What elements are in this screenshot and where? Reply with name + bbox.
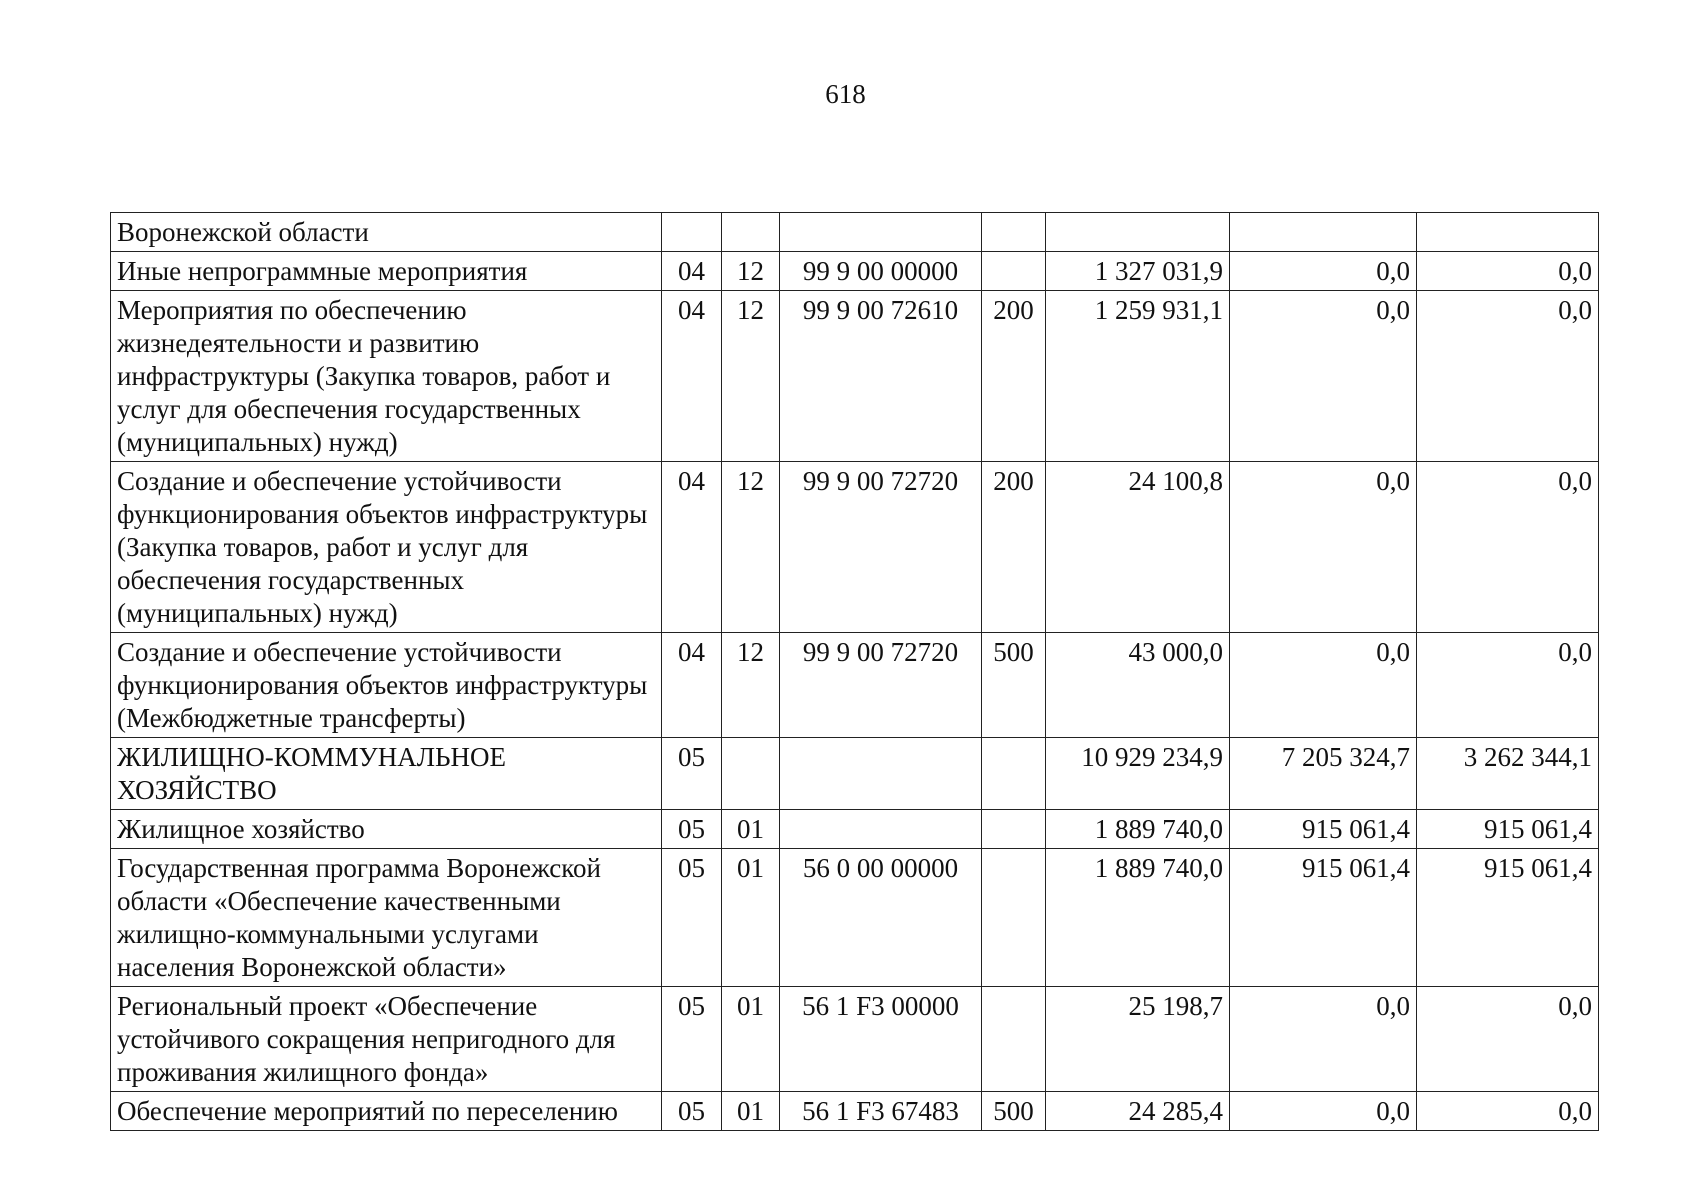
row-name: Создание и обеспечение устойчивости функционирования объектов инфраструктуры (Закупка товаров, работ и услуг для обеспечения государственных (муниципальных) нужд) bbox=[111, 462, 662, 633]
row-target-article: 99 9 00 72610 bbox=[780, 291, 982, 462]
row-amount-year1: 1 327 031,9 bbox=[1046, 252, 1230, 291]
row-expense-type bbox=[982, 987, 1046, 1092]
table-row bbox=[111, 849, 1599, 987]
table-row bbox=[111, 633, 1599, 738]
row-subsection bbox=[722, 213, 780, 252]
row-expense-type: 500 bbox=[982, 1092, 1046, 1131]
row-name: Региональный проект «Обеспечение устойчивого сокращения непригодного для проживания жилищного фонда» bbox=[111, 987, 662, 1092]
table-row bbox=[111, 987, 1599, 1092]
row-subsection: 01 bbox=[722, 987, 780, 1092]
row-target-article: 99 9 00 72720 bbox=[780, 633, 982, 738]
row-amount-year1: 25 198,7 bbox=[1046, 987, 1230, 1092]
row-amount-year2: 0,0 bbox=[1230, 462, 1417, 633]
table-row bbox=[111, 738, 1599, 810]
row-amount-year1: 1 889 740,0 bbox=[1046, 849, 1230, 987]
row-section: 04 bbox=[662, 633, 722, 738]
row-subsection: 01 bbox=[722, 810, 780, 849]
row-amount-year2: 0,0 bbox=[1230, 633, 1417, 738]
row-amount-year3: 0,0 bbox=[1417, 252, 1599, 291]
row-target-article: 99 9 00 00000 bbox=[780, 252, 982, 291]
table-row bbox=[111, 810, 1599, 849]
row-subsection: 12 bbox=[722, 633, 780, 738]
row-target-article bbox=[780, 738, 982, 810]
row-amount-year3: 0,0 bbox=[1417, 987, 1599, 1092]
table-row bbox=[111, 291, 1599, 462]
row-expense-type bbox=[982, 252, 1046, 291]
table-row bbox=[111, 213, 1599, 252]
row-name: Жилищное хозяйство bbox=[111, 810, 662, 849]
row-expense-type bbox=[982, 213, 1046, 252]
row-name: Создание и обеспечение устойчивости функционирования объектов инфраструктуры (Межбюджетные трансферты) bbox=[111, 633, 662, 738]
page-number: 618 bbox=[825, 79, 866, 109]
row-expense-type bbox=[982, 849, 1046, 987]
row-subsection: 01 bbox=[722, 849, 780, 987]
row-target-article: 56 1 F3 00000 bbox=[780, 987, 982, 1092]
row-section: 05 bbox=[662, 738, 722, 810]
row-target-article: 99 9 00 72720 bbox=[780, 462, 982, 633]
row-section: 05 bbox=[662, 987, 722, 1092]
row-subsection: 01 bbox=[722, 1092, 780, 1131]
row-name: Иные непрограммные мероприятия bbox=[111, 252, 662, 291]
row-target-article: 56 1 F3 67483 bbox=[780, 1092, 982, 1131]
row-name: Мероприятия по обеспечению жизнедеятельности и развитию инфраструктуры (Закупка товаров, работ и услуг для обеспечения государственных (муниципальных) нужд) bbox=[111, 291, 662, 462]
row-amount-year3: 0,0 bbox=[1417, 1092, 1599, 1131]
row-amount-year1: 43 000,0 bbox=[1046, 633, 1230, 738]
row-amount-year1: 1 889 740,0 bbox=[1046, 810, 1230, 849]
row-subsection bbox=[722, 738, 780, 810]
row-subsection: 12 bbox=[722, 291, 780, 462]
row-amount-year2 bbox=[1230, 213, 1417, 252]
row-amount-year2: 0,0 bbox=[1230, 987, 1417, 1092]
row-section: 04 bbox=[662, 462, 722, 633]
row-target-article bbox=[780, 213, 982, 252]
row-amount-year2: 915 061,4 bbox=[1230, 849, 1417, 987]
row-subsection: 12 bbox=[722, 252, 780, 291]
row-section: 04 bbox=[662, 291, 722, 462]
row-section: 05 bbox=[662, 1092, 722, 1131]
row-amount-year3: 0,0 bbox=[1417, 633, 1599, 738]
row-target-article: 56 0 00 00000 bbox=[780, 849, 982, 987]
row-name: Воронежской области bbox=[111, 213, 662, 252]
row-section: 04 bbox=[662, 252, 722, 291]
row-amount-year2: 0,0 bbox=[1230, 1092, 1417, 1131]
row-section: 05 bbox=[662, 849, 722, 987]
row-amount-year2: 915 061,4 bbox=[1230, 810, 1417, 849]
table-row bbox=[111, 462, 1599, 633]
row-name: Государственная программа Воронежской области «Обеспечение качественными жилищно-коммунальными услугами населения Воронежской области» bbox=[111, 849, 662, 987]
row-section bbox=[662, 213, 722, 252]
row-amount-year1: 1 259 931,1 bbox=[1046, 291, 1230, 462]
row-amount-year3: 915 061,4 bbox=[1417, 810, 1599, 849]
table-row bbox=[111, 252, 1599, 291]
row-amount-year3: 915 061,4 bbox=[1417, 849, 1599, 987]
row-expense-type bbox=[982, 738, 1046, 810]
row-amount-year1 bbox=[1046, 213, 1230, 252]
row-subsection: 12 bbox=[722, 462, 780, 633]
budget-table bbox=[110, 212, 1599, 1131]
row-amount-year1: 24 285,4 bbox=[1046, 1092, 1230, 1131]
row-expense-type: 200 bbox=[982, 291, 1046, 462]
row-amount-year3: 0,0 bbox=[1417, 291, 1599, 462]
row-amount-year2: 7 205 324,7 bbox=[1230, 738, 1417, 810]
table-row bbox=[111, 1092, 1599, 1131]
row-amount-year1: 10 929 234,9 bbox=[1046, 738, 1230, 810]
row-amount-year3: 0,0 bbox=[1417, 462, 1599, 633]
row-amount-year1: 24 100,8 bbox=[1046, 462, 1230, 633]
row-expense-type bbox=[982, 810, 1046, 849]
row-amount-year3: 3 262 344,1 bbox=[1417, 738, 1599, 810]
row-amount-year2: 0,0 bbox=[1230, 291, 1417, 462]
row-expense-type: 200 bbox=[982, 462, 1046, 633]
row-name: Обеспечение мероприятий по переселению bbox=[111, 1092, 662, 1131]
row-expense-type: 500 bbox=[982, 633, 1046, 738]
row-target-article bbox=[780, 810, 982, 849]
row-section: 05 bbox=[662, 810, 722, 849]
row-name: ЖИЛИЩНО-КОММУНАЛЬНОЕ ХОЗЯЙСТВО bbox=[111, 738, 662, 810]
row-amount-year3 bbox=[1417, 213, 1599, 252]
row-amount-year2: 0,0 bbox=[1230, 252, 1417, 291]
